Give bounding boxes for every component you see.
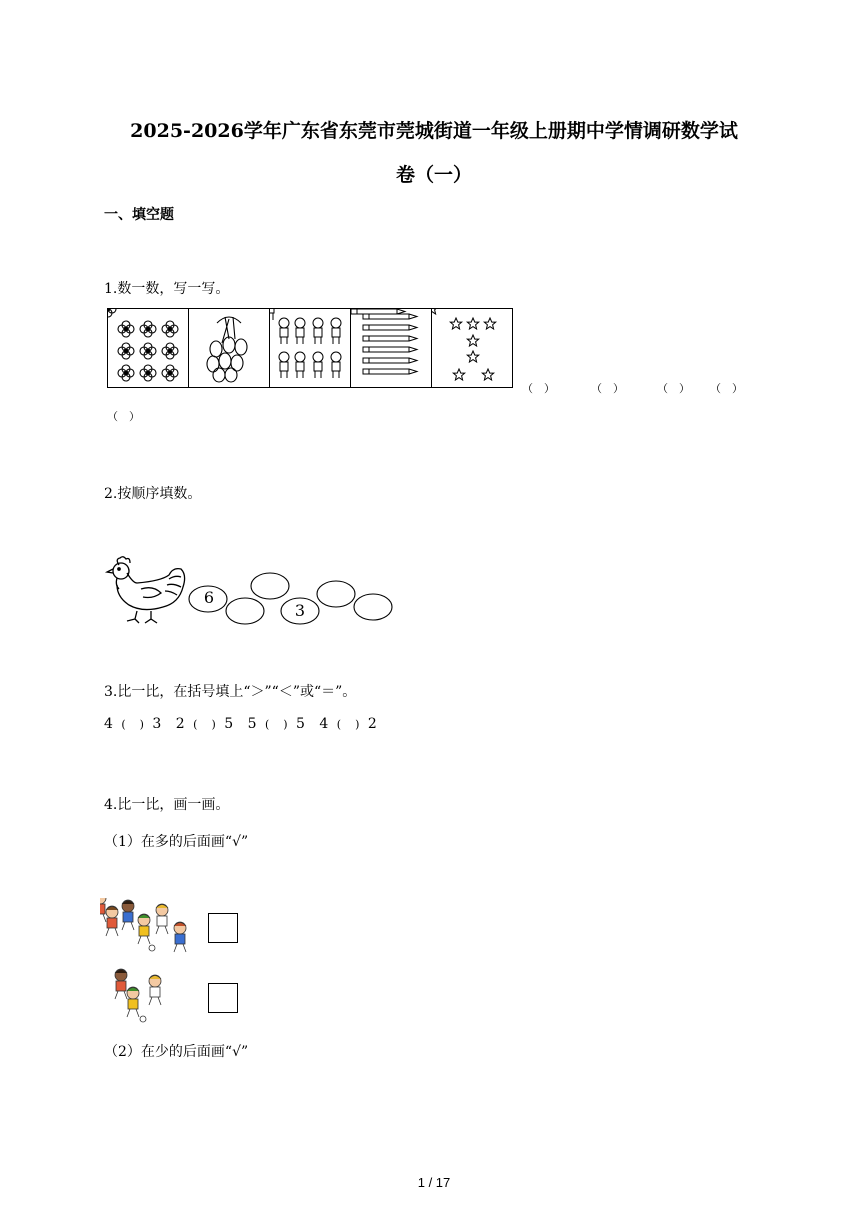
q3-item-2-left: 2 bbox=[175, 716, 185, 732]
q3-item-3-close[interactable]: ) bbox=[283, 718, 288, 731]
q3-item-1-open[interactable]: ( bbox=[121, 718, 126, 731]
q1-children-box bbox=[269, 308, 351, 388]
child-icon bbox=[270, 309, 350, 387]
star-icon bbox=[432, 309, 512, 387]
flower-icon bbox=[108, 309, 188, 387]
children-group-2 bbox=[103, 967, 173, 1027]
q4-checkbox-1[interactable] bbox=[208, 913, 238, 943]
q4-sub2: （2）在少的后面画“√” bbox=[104, 1044, 249, 1060]
q3-item-4-left: 4 bbox=[319, 716, 329, 732]
q1-stars-box bbox=[431, 308, 513, 388]
q3-item-4-close[interactable]: ) bbox=[355, 718, 360, 731]
q3-item-1-right: 3 bbox=[152, 716, 162, 732]
section-heading: 一、填空题 bbox=[104, 207, 174, 223]
q3-item-4-right: 2 bbox=[367, 716, 377, 732]
q2-oval-label-6: 6 bbox=[203, 588, 215, 607]
q1-blank-3[interactable]: （ ） bbox=[657, 382, 690, 395]
q3-item-1-left: 4 bbox=[104, 716, 113, 732]
page-number: 1 / 17 bbox=[417, 1175, 451, 1190]
children-group-1 bbox=[100, 898, 196, 956]
q4-checkbox-2[interactable] bbox=[208, 983, 238, 1013]
q1-balloons-box bbox=[188, 308, 270, 388]
doc-title-line2: 卷（一） bbox=[395, 164, 472, 186]
q2-oval-label-3: 3 bbox=[294, 601, 306, 620]
balloon-icon bbox=[189, 309, 269, 387]
q2-oval-5 bbox=[317, 581, 355, 607]
doc-title-line1: 2025-2026学年广东省东莞市莞城街道一年级上册期中学情调研数学试 bbox=[130, 120, 738, 142]
q3-item-4-open[interactable]: ( bbox=[336, 718, 342, 731]
q1-blank-5[interactable]: （ ） bbox=[107, 410, 140, 423]
q2-prompt: 2.按顺序填数。 bbox=[104, 486, 202, 502]
q2-oval-1 bbox=[251, 573, 289, 599]
q1-prompt: 1.数一数，写一写。 bbox=[104, 281, 230, 297]
q2-oval-6 bbox=[354, 594, 392, 620]
pencil-icon bbox=[351, 309, 431, 387]
q3-item-2-right: 5 bbox=[224, 716, 234, 732]
q3-item-2-open[interactable]: ( bbox=[193, 718, 198, 731]
q3-row bbox=[104, 716, 377, 732]
q4-sub1: （1）在多的后面画“√” bbox=[104, 834, 249, 850]
q1-flowers-box bbox=[107, 308, 189, 388]
q3-item-3-open[interactable]: ( bbox=[264, 718, 270, 731]
q1-blank-4[interactable]: （ ） bbox=[710, 382, 743, 395]
q1-blank-1[interactable]: （ ） bbox=[522, 382, 555, 395]
q3-item-1-close[interactable]: ) bbox=[139, 718, 144, 731]
q3-item-3-right: 5 bbox=[296, 716, 305, 732]
q4-prompt: 4.比一比，画一画。 bbox=[104, 797, 230, 813]
hen-icon bbox=[103, 555, 193, 627]
q1-blank-2[interactable]: （ ） bbox=[591, 382, 624, 395]
q3-item-2-close[interactable]: ) bbox=[211, 718, 216, 731]
q3-prompt: 3.比一比，在括号填上“＞”“＜”或“＝”。 bbox=[104, 684, 357, 700]
q1-pencils-box bbox=[350, 308, 432, 388]
q3-item-3-left: 5 bbox=[247, 716, 257, 732]
q2-oval-3 bbox=[226, 598, 264, 624]
